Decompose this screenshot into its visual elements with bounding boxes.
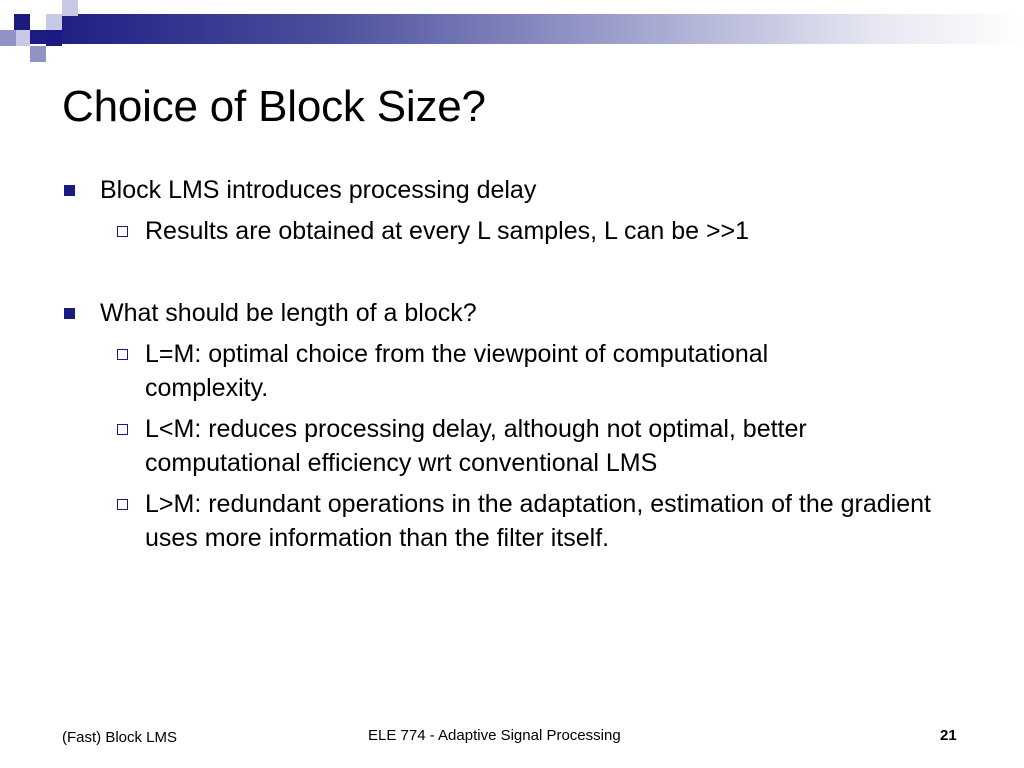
sub-bullet-item: Results are obtained at every L samples, L can be >>1	[145, 217, 750, 245]
sub-bullet-marker	[117, 349, 128, 360]
sub-bullet-item: L<M: reduces processing delay, although not optimal, better computational efficiency wrt conventional LMS	[145, 415, 807, 477]
corner-decoration	[0, 0, 80, 64]
sub-bullet-item: L>M: redundant operations in the adaptation, estimation of the gradient uses more information than the filter itself.	[145, 490, 931, 552]
corner-square	[46, 30, 62, 46]
footer-course-title: ELE 774 - Adaptive Signal Processing	[368, 727, 621, 744]
corner-square	[0, 30, 16, 46]
corner-square	[30, 46, 46, 62]
sub-bullet-marker	[117, 424, 128, 435]
sub-bullet-marker	[117, 499, 128, 510]
page-number: 21	[940, 727, 957, 744]
corner-square	[30, 14, 46, 30]
bullet-item: What should be length of a block?	[100, 299, 477, 327]
bullet-item: Block LMS introduces processing delay	[100, 176, 537, 204]
corner-square	[62, 0, 78, 16]
corner-square	[14, 30, 30, 46]
sub-bullet-marker	[117, 226, 128, 237]
footer-section-title: (Fast) Block LMS	[62, 729, 178, 746]
bullet-marker	[64, 185, 75, 196]
bullet-marker	[64, 308, 75, 319]
corner-square	[46, 14, 62, 30]
sub-bullet-item: L=M: optimal choice from the viewpoint of computational complexity.	[145, 340, 769, 402]
header-gradient-bar	[30, 14, 1024, 44]
slide-title: Choice of Block Size?	[62, 82, 486, 131]
corner-square	[14, 14, 30, 30]
